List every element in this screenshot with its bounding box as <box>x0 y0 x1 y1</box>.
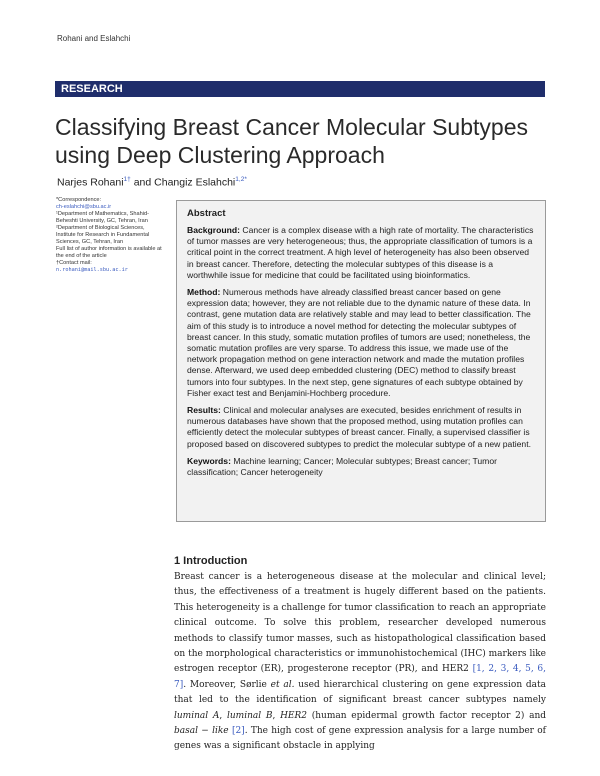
subtype-name: HER2 <box>280 710 307 721</box>
correspondence-label: *Correspondence: <box>56 197 102 203</box>
body-text: used hierarchical clustering on gene expression data that led to the identification of significant breast cancer subtypes namely <box>174 679 546 706</box>
body-text: . Moreover, Sørlie <box>183 679 271 690</box>
abstract-text: Clinical and molecular analyses are executed, besides enrichment of results in numerous databases have shown that the proposed method, using mutation profiles can efficiently detect the molecular subtypes of breast cancer. Finally, a supervised classifier is proposed based on discovered subtypes to predict the molecular subtype of a new patient. <box>187 405 531 449</box>
abstract-keywords <box>187 456 535 478</box>
abstract-box <box>176 200 546 522</box>
author-name: Narjes Rohani <box>57 176 124 189</box>
full-author-list-note: Full list of author information is available at the end of the article <box>56 246 162 259</box>
subtype-name: luminal B <box>226 710 273 721</box>
abstract-label: Keywords: <box>187 455 231 466</box>
abstract-text: Cancer is a complex disease with a high rate of mortality. The characteristics of tumor masses are very heterogeneous; thus, the appropriate classification of tumors is a critical point in the correct treatment. A high level of heterogeneity has also been observed in breast cancer. Therefore, detecting the molecular subtypes of this disease is a worthwhile issue for medicine that could be facilitated using bioinformatics. <box>187 225 534 280</box>
contact-email[interactable]: n.rohani@mail.sbu.ac.ir <box>56 267 128 273</box>
affiliation-1: ¹Department of Mathematics, Shahid-Beheshti University, GC, Tehran, Iran <box>56 211 149 224</box>
author-connector: and <box>130 176 155 189</box>
paper-title: Classifying Breast Cancer Molecular Subtypes using Deep Clustering Approach <box>55 114 528 168</box>
introduction-paragraph <box>174 570 546 755</box>
abstract-background <box>187 225 535 281</box>
author-name: Changiz Eslahchi <box>154 176 236 189</box>
body-text: et al. <box>270 679 295 690</box>
abstract-label: Results: <box>187 405 221 416</box>
author-affiliation-mark[interactable]: 1† <box>123 176 131 183</box>
section-banner: RESEARCH <box>55 81 545 97</box>
abstract-label: Background: <box>187 225 240 235</box>
author-line <box>57 176 247 189</box>
author-affiliation-mark[interactable]: 1,2* <box>235 176 247 183</box>
citation-link[interactable]: [2] <box>231 726 245 737</box>
abstract-method <box>187 287 535 399</box>
abstract-text: Numerous methods have already classified breast cancer based on gene expression data; however, they are not reliable due to the dynamic nature of these data. In contrast, gene mutation data are relatively stable and may lead to better classification. The aim of this study is to introduce a novel method for detecting the molecular subtypes of breast cancer. In this study, somatic mutation profiles of tumors are used; nonetheless, the somatic mutation profiles are very sparse. To address this issue, we made use of the network propagation method on gene interaction network and made the mutation profiles dense. Afterward, we used deep embedded clustering (DEC) method to classify breast tumors into four subtypes. In the next step, gene signatures of each subtype obtained by Fisher exact test and Benjamini-Hochberg procedure. <box>187 287 531 398</box>
subtype-name: basal − like <box>174 726 229 737</box>
affiliation-sidebar <box>56 197 164 274</box>
abstract-text: Machine learning; Cancer; Molecular subtypes; Breast cancer; Tumor classification; Cancer heterogeneity <box>187 455 497 478</box>
abstract-results <box>187 405 535 450</box>
body-text: , <box>272 710 281 721</box>
running-head: Rohani and Eslahchi <box>57 34 131 43</box>
body-text: , <box>219 710 227 721</box>
body-text: . The high cost of gene expression analysis for a large number of genes was a significant obstacle in applying <box>174 726 546 752</box>
abstract-label: Method: <box>187 287 221 298</box>
subtype-name: luminal A <box>174 710 220 721</box>
affiliation-2: ²Department of Biological Sciences, Institute for Research in Fundamental Sciences, GC, Tehran, Iran <box>56 225 150 245</box>
abstract-heading: Abstract <box>187 208 226 219</box>
contact-label: †Contact mail: <box>56 260 92 266</box>
correspondence-email[interactable]: ch-eslahchi@sbu.ac.ir <box>56 204 112 210</box>
body-text: (human epidermal growth factor receptor 2) and <box>307 710 547 721</box>
section-heading-introduction: 1 Introduction <box>174 555 248 567</box>
body-text: Breast cancer is a heterogeneous disease at the molecular and clinical level; thus, the effectiveness of a treatment is hugely different based on the patients. This heterogeneity is a challenge for tumor classification to reach an appropriate clinical outcome. To solve this problem, researcher developed numerous methods to classify tumor masses, such as histopathological classification based on the morphological characteristics or immunohistochemical (IHC) markers like estrogen receptor (ER), progesterone receptor (PR), and HER2 <box>174 572 546 675</box>
citation-link[interactable]: [1, 2, 3, 4, 5, 6, 7] <box>174 664 546 690</box>
